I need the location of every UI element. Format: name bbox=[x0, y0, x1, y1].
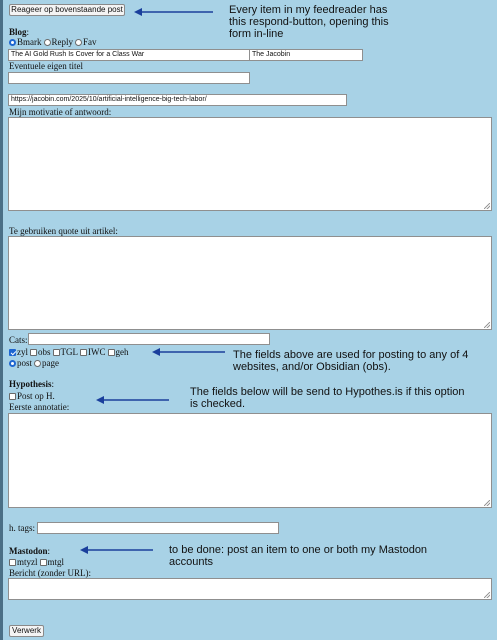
resize-grip-icon[interactable] bbox=[484, 500, 490, 506]
blog-type-options bbox=[9, 37, 99, 47]
submit-button[interactable]: Verwerk bbox=[9, 625, 44, 637]
radio-bmark[interactable]: Bmark bbox=[9, 37, 42, 47]
checkbox-mtgl-box[interactable] bbox=[40, 559, 47, 566]
radio-reply-indicator[interactable] bbox=[44, 39, 51, 46]
site-name-field[interactable]: The Jacobin bbox=[249, 49, 363, 61]
checkbox-obs-box[interactable] bbox=[30, 349, 37, 356]
first-annotation-label: Eerste annotatie: bbox=[9, 402, 70, 412]
checkbox-obs[interactable]: obs bbox=[30, 347, 51, 357]
checkbox-zyl[interactable]: zyl bbox=[9, 347, 28, 357]
radio-reply[interactable]: Reply bbox=[44, 37, 74, 47]
cats-label: Cats: bbox=[9, 335, 28, 345]
first-annotation-textarea[interactable] bbox=[8, 413, 492, 508]
annotation-note-site-fields: The fields above are used for posting to any of 4 websites, and/or Obsidian (obs). bbox=[233, 349, 469, 373]
quote-label: Te gebruiken quote uit artikel: bbox=[9, 226, 118, 236]
own-title-label: Eventuele eigen titel bbox=[9, 61, 83, 71]
mastodon-message-textarea[interactable] bbox=[8, 578, 492, 600]
checkbox-post-op-h[interactable]: Post op H. bbox=[9, 391, 55, 401]
hypothesis-post-option bbox=[9, 391, 57, 401]
arrow-left-icon bbox=[152, 346, 226, 358]
site-checkboxes bbox=[9, 347, 131, 357]
annotation-note-hypothesis: The fields below will be send to Hypothes.is if this option is checked. bbox=[190, 386, 465, 410]
checkbox-post-op-h-box[interactable] bbox=[9, 393, 16, 400]
arrow-left-icon bbox=[80, 544, 154, 556]
article-title-field[interactable]: The AI Gold Rush Is Cover for a Class War bbox=[8, 49, 250, 61]
radio-bmark-indicator[interactable] bbox=[9, 39, 16, 46]
url-field[interactable]: https://jacobin.com/2025/10/artificial-intelligence-big-tech-labor/ bbox=[8, 94, 347, 106]
resize-grip-icon[interactable] bbox=[484, 322, 490, 328]
message-label: Bericht (zonder URL): bbox=[9, 568, 91, 578]
annotation-note-respond-button: Every item in my feedreader has this respond-button, opening this form in-line bbox=[229, 4, 389, 40]
arrow-left-icon bbox=[134, 6, 214, 18]
mastodon-heading: Mastodon: bbox=[9, 546, 51, 556]
radio-fav-indicator[interactable] bbox=[75, 39, 82, 46]
radio-post-indicator[interactable] bbox=[9, 360, 16, 367]
radio-fav[interactable]: Fav bbox=[75, 37, 97, 47]
quote-textarea[interactable] bbox=[8, 236, 492, 330]
resize-grip-icon[interactable] bbox=[484, 592, 490, 598]
checkbox-mtyzl-box[interactable] bbox=[9, 559, 16, 566]
resize-grip-icon[interactable] bbox=[484, 203, 490, 209]
motivation-label: Mijn motivatie of antwoord: bbox=[9, 107, 112, 117]
checkbox-iwc-box[interactable] bbox=[80, 349, 87, 356]
checkbox-mtgl[interactable]: mtgl bbox=[40, 557, 65, 567]
annotation-note-mastodon: to be done: post an item to one or both my Mastodon accounts bbox=[169, 544, 428, 568]
radio-page[interactable]: page bbox=[34, 358, 59, 368]
motivation-textarea[interactable] bbox=[8, 117, 492, 211]
hypothesis-heading: Hypothesis: bbox=[9, 379, 55, 389]
checkbox-tgl-box[interactable] bbox=[53, 349, 60, 356]
hypothesis-tags-field[interactable] bbox=[37, 522, 279, 534]
respond-button[interactable]: Reageer op bovenstaande post bbox=[9, 4, 125, 16]
radio-page-indicator[interactable] bbox=[34, 360, 41, 367]
own-title-field[interactable] bbox=[8, 72, 250, 84]
blog-heading: Blog: bbox=[9, 27, 30, 37]
checkbox-tgl[interactable]: TGL bbox=[53, 347, 79, 357]
checkbox-mtyzl[interactable]: mtyzl bbox=[9, 557, 38, 567]
window-edge bbox=[0, 0, 3, 640]
cats-field[interactable] bbox=[28, 333, 270, 345]
post-type-options bbox=[9, 358, 61, 368]
mastodon-account-options bbox=[9, 557, 66, 567]
radio-post[interactable]: post bbox=[9, 358, 32, 368]
arrow-left-icon bbox=[96, 394, 170, 406]
hypothesis-tags-label: h. tags: bbox=[9, 523, 35, 533]
checkbox-zyl-box[interactable] bbox=[9, 349, 16, 356]
checkbox-geh-box[interactable] bbox=[108, 349, 115, 356]
checkbox-iwc[interactable]: IWC bbox=[80, 347, 106, 357]
checkbox-geh[interactable]: geh bbox=[108, 347, 129, 357]
